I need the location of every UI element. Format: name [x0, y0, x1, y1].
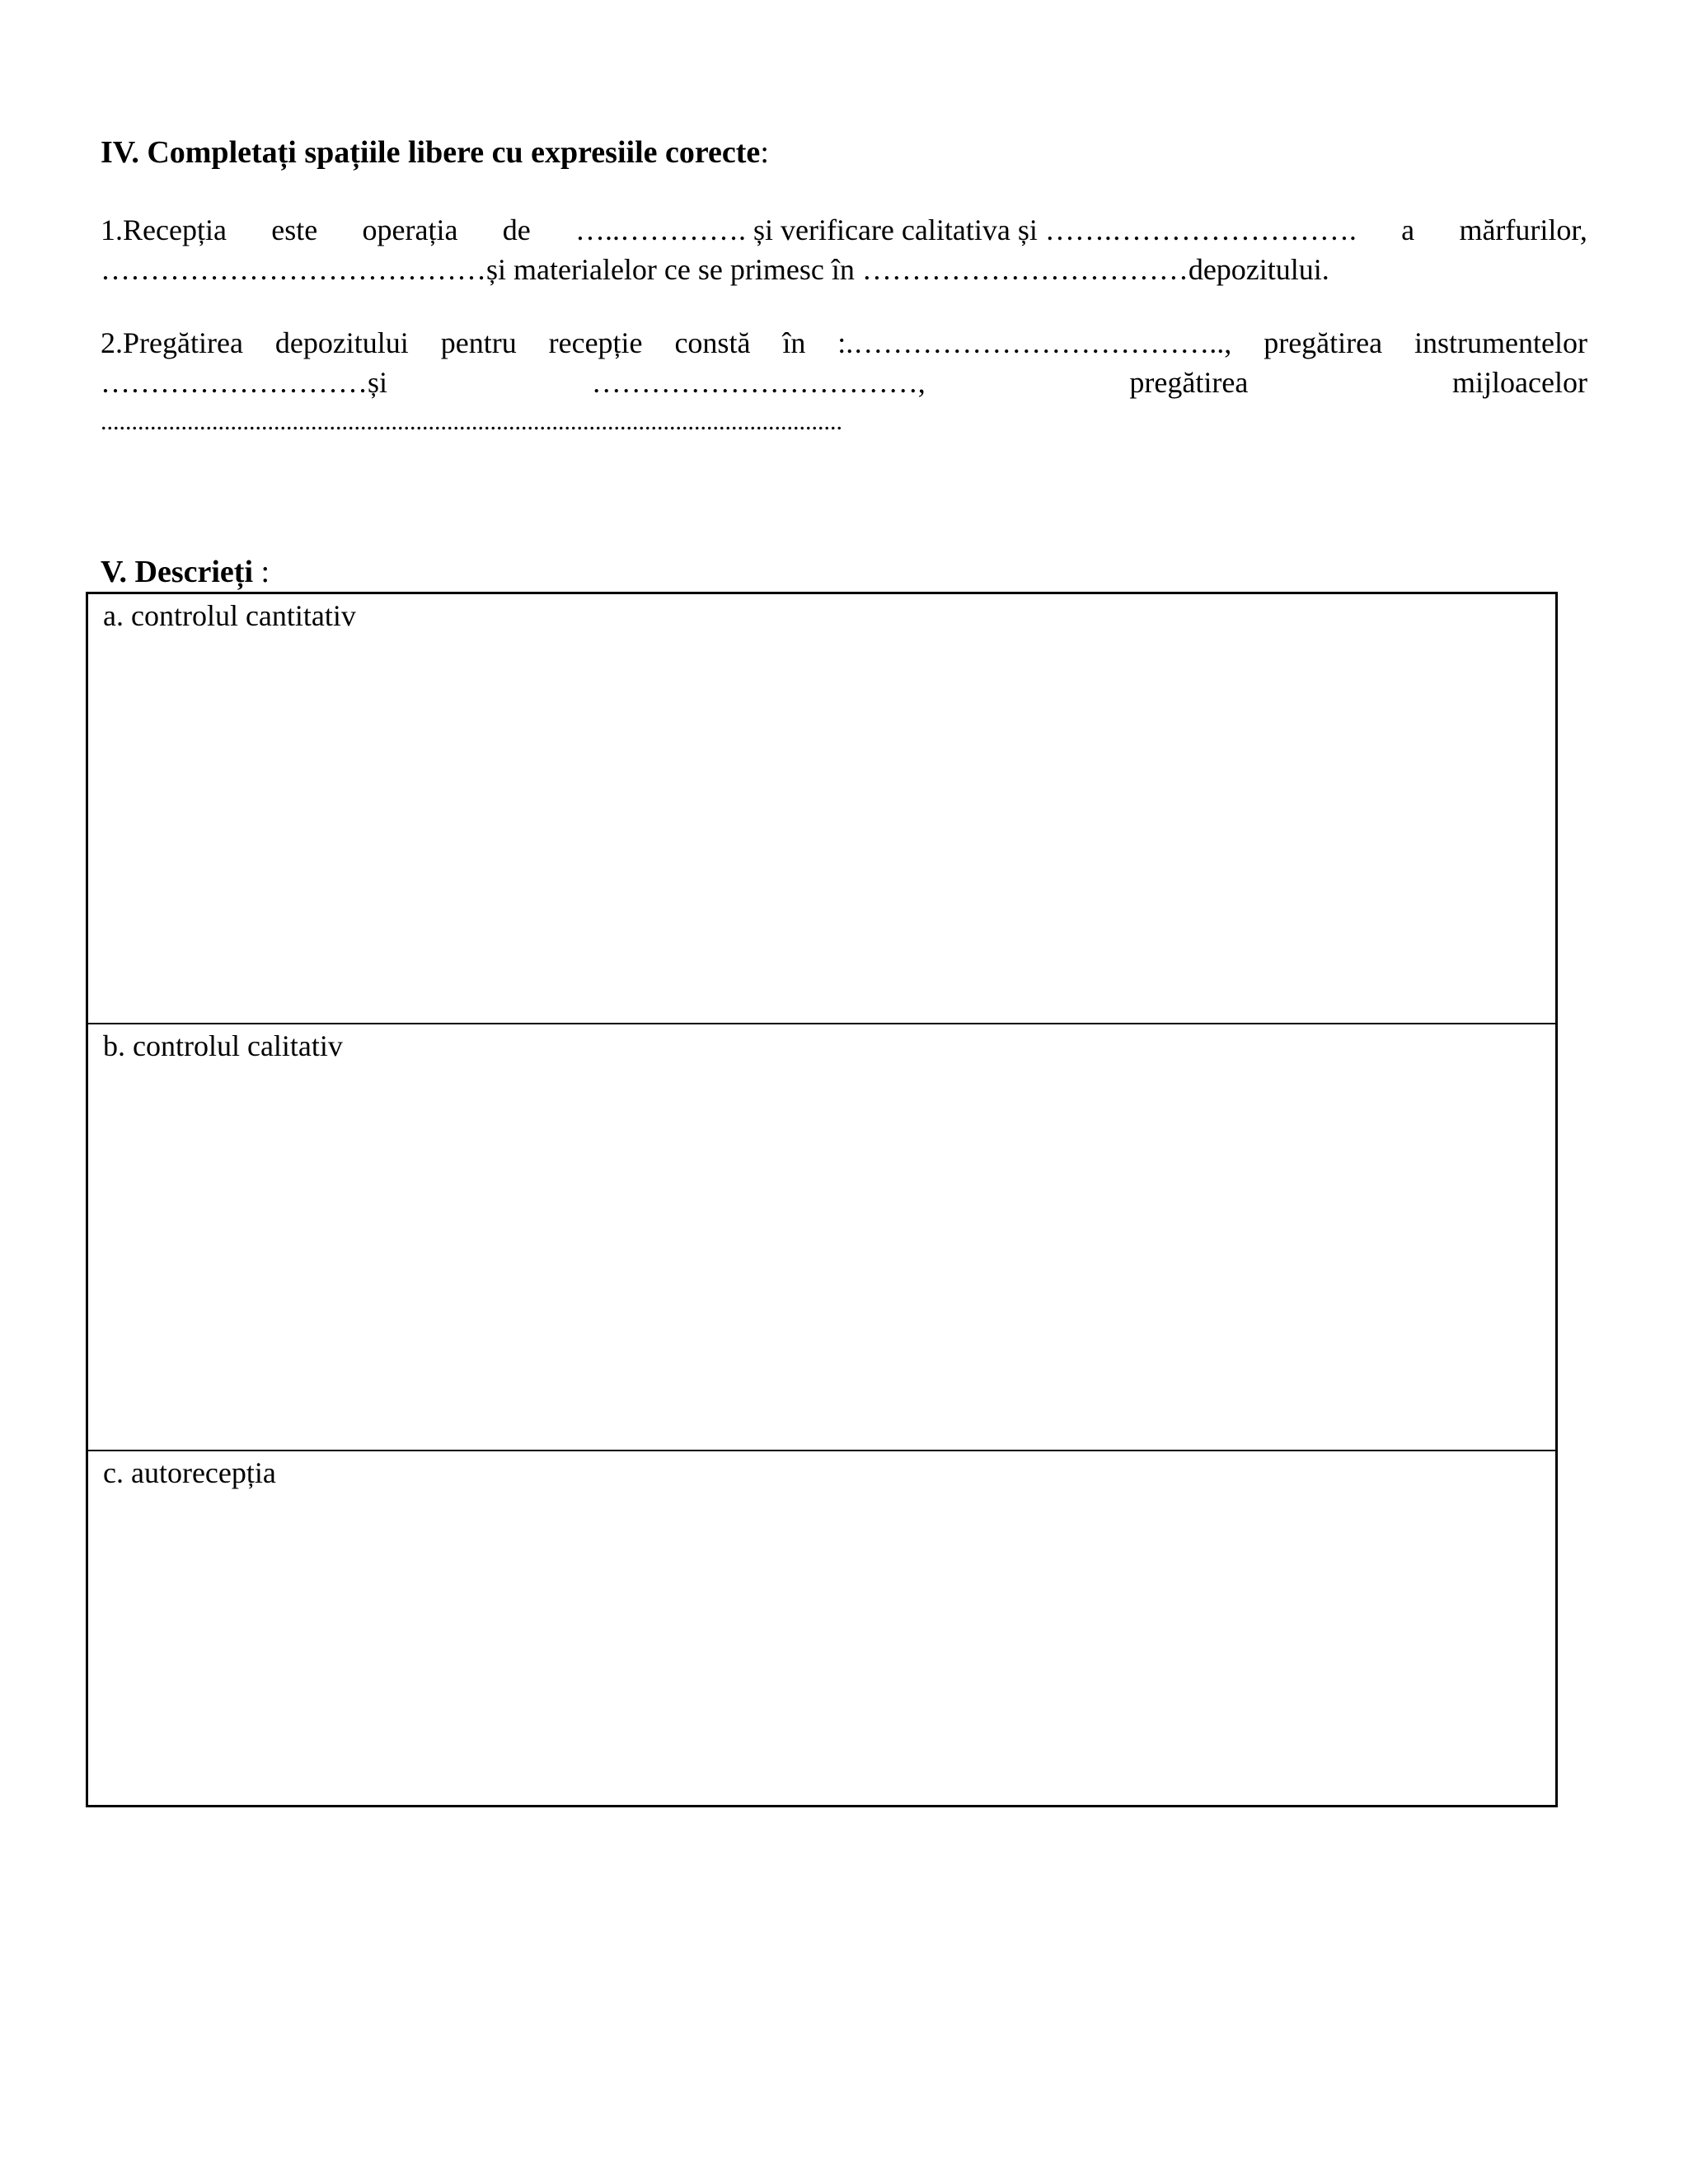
item-2-word: depozitului	[274, 326, 409, 359]
description-cell-label: c. autorecepția	[103, 1456, 276, 1489]
item-1-word: a	[1401, 213, 1415, 246]
item-1-line-2-text: …………………………………și materialelor ce se primesc în ……………………………depozitului.	[101, 253, 1329, 286]
item-1-line-1	[101, 210, 1587, 250]
item-2-blank-segment: ……………………………,	[591, 366, 926, 399]
item-1-word: de	[502, 213, 531, 246]
item-2-word: în	[782, 326, 806, 359]
item-1-blank-segment: …..…………. și verificare calitativa și …….…………………….	[575, 213, 1357, 246]
item-1-word: operația	[362, 213, 458, 246]
description-cell-label: a. controlul cantitativ	[103, 599, 356, 632]
item-2-word: constă	[674, 326, 751, 359]
item-2-dotted-line: ........................................................................................................................	[101, 408, 842, 435]
section-v-title-text: V. Descrieți	[101, 555, 254, 589]
description-cell-qualitative[interactable]	[88, 1024, 1555, 1451]
item-1-word: este	[271, 213, 318, 246]
item-2-word: instrumentelor	[1414, 326, 1587, 359]
item-2-blank-segment: :.………………………………..,	[837, 326, 1232, 359]
description-cell-self-reception[interactable]	[88, 1451, 1555, 1805]
item-1-word: mărfurilor,	[1459, 213, 1587, 246]
description-cell-quantitative[interactable]	[88, 594, 1555, 1024]
item-2-word: mijloacelor	[1452, 366, 1587, 399]
item-2-blank-segment: ………………………și	[101, 366, 388, 399]
item-2-word: pregătirea	[1129, 366, 1249, 399]
item-1-line-2	[101, 250, 1587, 289]
item-2-paragraph	[101, 323, 1587, 442]
item-2-line-3	[101, 402, 1587, 442]
section-v-title	[101, 554, 270, 590]
description-table	[86, 592, 1558, 1807]
item-2-word: 2.Pregătirea	[101, 326, 243, 359]
item-2-line-2	[101, 363, 1587, 402]
section-v-title-colon: :	[253, 555, 270, 589]
item-2-word: pentru	[440, 326, 517, 359]
item-1-word: 1.Recepția	[101, 213, 227, 246]
section-iv-title	[101, 134, 769, 171]
item-2-word: pregătirea	[1264, 326, 1383, 359]
item-2-line-1	[101, 323, 1587, 363]
item-1-paragraph	[101, 210, 1587, 289]
item-2-word: recepție	[548, 326, 643, 359]
section-iv-title-colon: :	[760, 135, 769, 170]
section-iv-title-text: IV. Completați spațiile libere cu expresiile corecte	[101, 135, 761, 170]
description-cell-label: b. controlul calitativ	[103, 1029, 343, 1062]
